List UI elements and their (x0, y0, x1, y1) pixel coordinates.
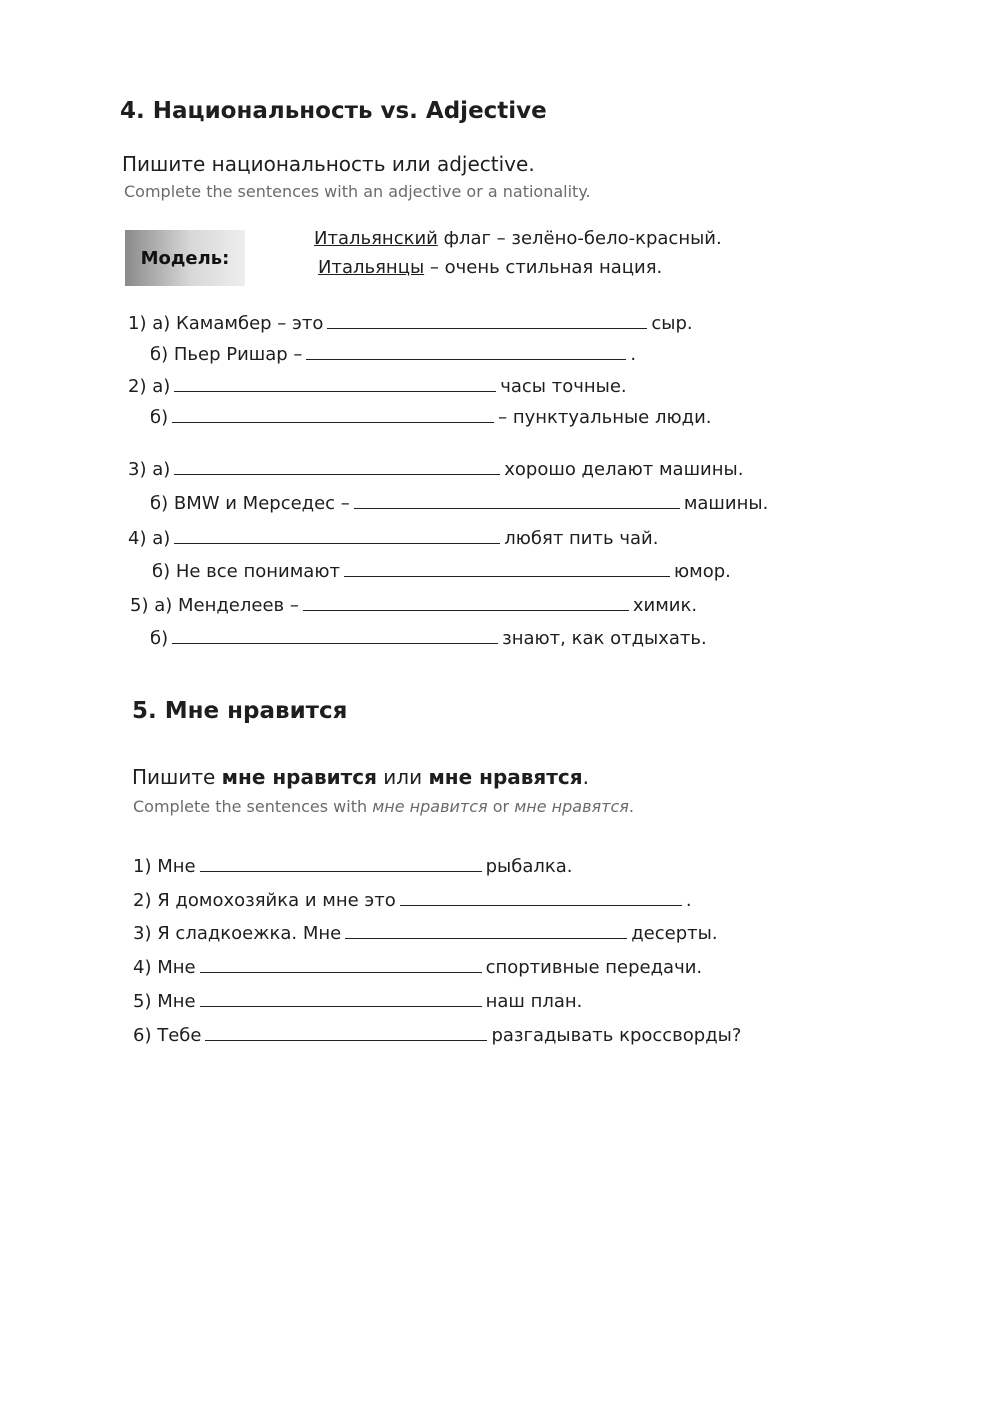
s4-item-1a (128, 312, 693, 334)
s4-item-1b-prefix: б) Пьер Ришар – (150, 344, 303, 365)
s5-instr-part-c: или (376, 765, 429, 789)
s5-sub-part-c: or (487, 797, 515, 816)
s5-item-3-suffix: десерты. (631, 923, 718, 944)
s5-item-6 (133, 1024, 741, 1046)
model-example-1-underlined: Итальянский (314, 228, 438, 249)
s4-item-3b-suffix: машины. (683, 493, 769, 514)
s5-item-1-blank[interactable] (200, 855, 482, 872)
s4-item-3a-blank[interactable] (174, 458, 500, 475)
s4-item-5b-prefix: б) (150, 628, 169, 649)
s5-item-5-suffix: наш план. (485, 991, 583, 1012)
s4-item-4a-blank[interactable] (174, 527, 500, 544)
s5-item-4-prefix: 4) Мне (133, 957, 196, 978)
section-4-subtitle: Complete the sentences with an adjective or a nationality. (124, 182, 591, 201)
s4-item-4b-suffix: юмор. (673, 561, 731, 582)
section-4-instruction: Пишите национальность или adjective. (122, 152, 535, 176)
s5-instr-part-e: . (582, 765, 589, 789)
s5-item-3 (133, 922, 718, 944)
s5-item-6-blank[interactable] (205, 1024, 487, 1041)
s4-item-1b-blank[interactable] (306, 343, 626, 360)
s4-item-3b-prefix: б) BMW и Мерседес – (150, 493, 350, 514)
s5-item-3-prefix: 3) Я сладкоежка. Мне (133, 923, 342, 944)
model-label: Модель: (140, 247, 230, 269)
s4-item-4a-prefix: 4) а) (128, 528, 171, 549)
s5-sub-phrase-1: мне нравится (372, 797, 488, 816)
s4-item-5b-blank[interactable] (172, 627, 498, 644)
s4-item-4a (128, 527, 658, 549)
s5-item-5-blank[interactable] (200, 990, 482, 1007)
s5-item-4-blank[interactable] (200, 956, 482, 973)
s4-item-3a-suffix: хорошо делают машины. (504, 459, 744, 480)
s5-item-4 (133, 956, 702, 978)
model-example-2 (318, 257, 662, 278)
model-example-2-underlined: Итальянцы (318, 257, 425, 278)
s5-instr-part-a: Пишите (132, 765, 222, 789)
model-example-2-rest: – очень стильная нация. (424, 257, 663, 278)
section-5-subtitle (133, 797, 634, 816)
s5-item-2-prefix: 2) Я домохозяйка и мне это (133, 890, 396, 911)
s4-item-2a-prefix: 2) а) (128, 376, 171, 397)
model-example-1 (314, 228, 722, 249)
s4-item-3a-prefix: 3) а) (128, 459, 171, 480)
s5-item-2 (133, 889, 692, 911)
s4-item-1b-suffix: . (630, 344, 637, 365)
s4-item-5a (130, 594, 697, 616)
s5-item-6-prefix: 6) Тебе (133, 1025, 202, 1046)
s4-item-5b (150, 627, 707, 649)
s5-item-6-suffix: разгадывать кроссворды? (491, 1025, 742, 1046)
s5-instr-phrase-2: мне нравятся (428, 765, 583, 789)
s4-item-1a-prefix: 1) а) Камамбер – это (128, 313, 324, 334)
s4-item-2a-blank[interactable] (174, 375, 496, 392)
s5-item-2-blank[interactable] (400, 889, 682, 906)
s4-item-4b-prefix: б) Не все понимают (152, 561, 340, 582)
s4-item-3b (150, 492, 768, 514)
s4-item-4a-suffix: любят пить чай. (504, 528, 659, 549)
s5-item-1-prefix: 1) Мне (133, 856, 196, 877)
section-5-instruction (132, 765, 589, 789)
s4-item-5b-suffix: знают, как отдыхать. (502, 628, 707, 649)
s4-item-2b (150, 406, 712, 428)
s5-sub-part-e: . (628, 797, 634, 816)
s4-item-2a-suffix: часы точные. (500, 376, 627, 397)
s4-item-2b-prefix: б) (150, 407, 169, 428)
s5-sub-part-a: Complete the sentences with (133, 797, 373, 816)
s4-item-1a-suffix: сыр. (651, 313, 693, 334)
s4-item-1b (150, 343, 636, 365)
s4-item-5a-blank[interactable] (303, 594, 629, 611)
s4-item-4b (152, 560, 731, 582)
s4-item-2b-blank[interactable] (172, 406, 494, 423)
s5-instr-phrase-1: мне нравится (221, 765, 377, 789)
s4-item-3b-blank[interactable] (354, 492, 680, 509)
s5-item-2-suffix: . (685, 890, 692, 911)
s4-item-4b-blank[interactable] (344, 560, 670, 577)
s5-item-1 (133, 855, 572, 877)
section-5-title: 5. Мне нравится (132, 698, 348, 724)
s5-item-3-blank[interactable] (345, 922, 627, 939)
s4-item-2a (128, 375, 627, 397)
s5-item-5 (133, 990, 582, 1012)
s4-item-1a-blank[interactable] (327, 312, 647, 329)
s4-item-5a-prefix: 5) а) Менделеев – (130, 595, 299, 616)
s4-item-5a-suffix: химик. (632, 595, 698, 616)
s4-item-3a (128, 458, 743, 480)
s5-item-4-suffix: спортивные передачи. (485, 957, 703, 978)
model-label-box (125, 230, 245, 286)
s5-sub-phrase-2: мне нравятся (514, 797, 629, 816)
section-4-title: 4. Национальность vs. Adjective (120, 98, 547, 124)
s5-item-5-prefix: 5) Мне (133, 991, 196, 1012)
s4-item-2b-suffix: – пунктуальные люди. (498, 407, 712, 428)
s5-item-1-suffix: рыбалка. (485, 856, 573, 877)
model-example-1-rest: флаг – зелёно-бело-красный. (437, 228, 722, 249)
